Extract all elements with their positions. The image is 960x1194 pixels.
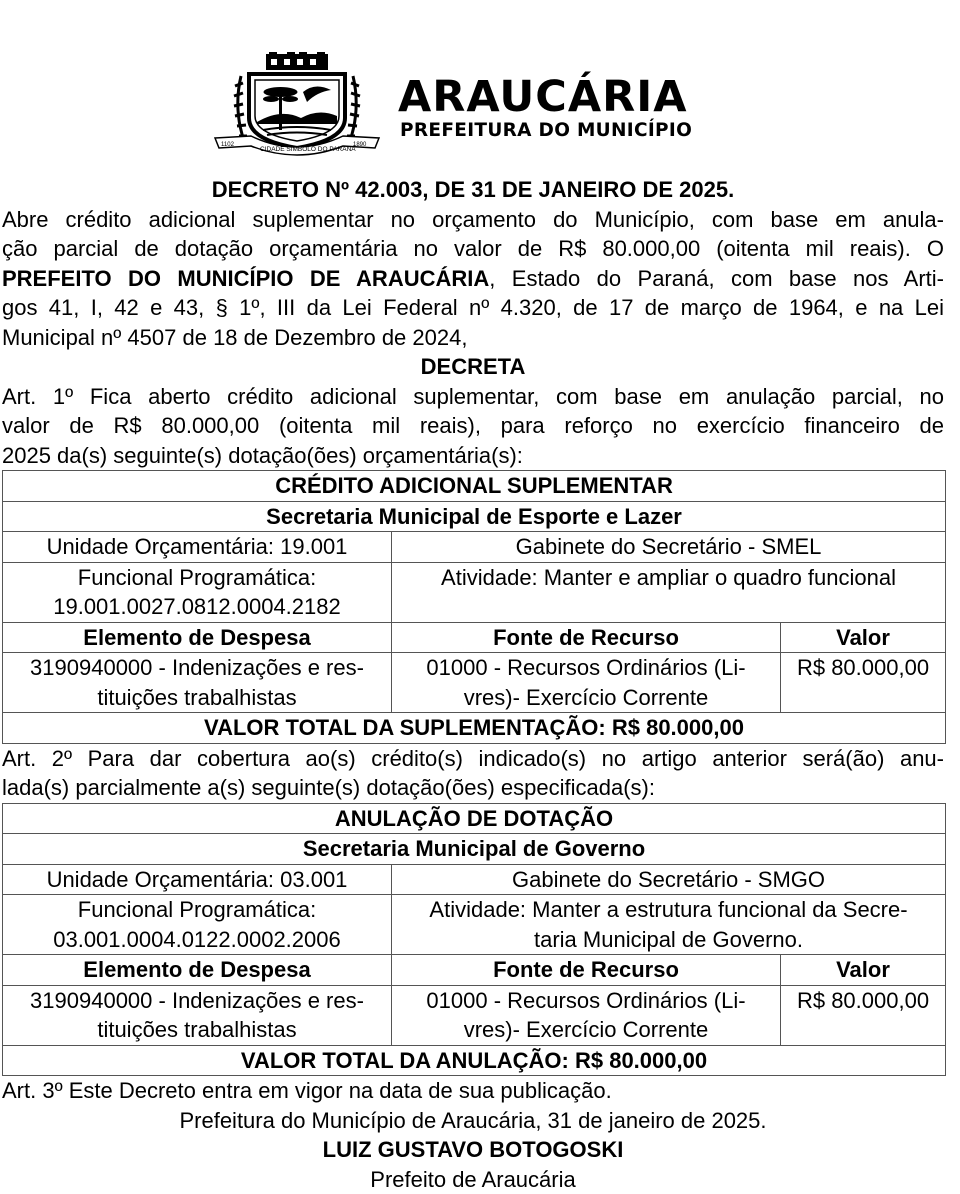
- crest-motto: CIDADE SÍMBOLO DO PARANÁ: [260, 144, 356, 153]
- gabinete: Gabinete do Secretário - SMEL: [392, 532, 946, 563]
- funcional-programatica: [3, 895, 392, 955]
- header-elemento: Elemento de Despesa: [3, 622, 392, 653]
- table-title: CRÉDITO ADICIONAL SUPLEMENTAR: [3, 471, 946, 502]
- header-valor: Valor: [781, 622, 946, 653]
- header-fonte: Fonte de Recurso: [392, 622, 781, 653]
- unidade-orcamentaria: Unidade Orçamentária: 03.001: [3, 864, 392, 895]
- intro-line: gos 41, I, 42 e 43, § 1º, III da Lei Federal nº 4.320, de 17 de março de 1964, e na Lei: [2, 293, 944, 323]
- atividade: [392, 895, 946, 955]
- intro-paragraph: [2, 205, 944, 353]
- intro-line: ção parcial de dotação orçamentária no valor de R$ 80.000,00 (oitenta mil reais). O: [2, 234, 944, 264]
- funcional-label: Funcional Programática:: [6, 563, 388, 593]
- valor: R$ 80.000,00: [781, 653, 946, 713]
- unidade-orcamentaria: Unidade Orçamentária: 19.001: [3, 532, 392, 563]
- header-elemento: Elemento de Despesa: [3, 955, 392, 986]
- fonte-line: 01000 - Recursos Ordinários (Li-: [395, 986, 777, 1016]
- header-valor: Valor: [781, 955, 946, 986]
- fonte-line: vres)- Exercício Corrente: [395, 1015, 777, 1045]
- funcional-code: 19.001.0027.0812.0004.2182: [6, 592, 388, 622]
- intro-line: Abre crédito adicional suplementar no orçamento do Município, com base em anula-: [2, 205, 944, 235]
- funcional-label: Funcional Programática:: [6, 895, 388, 925]
- article-line: Art. 2º Para dar cobertura ao(s) crédito(s) indicado(s) no artigo anterior será(ão) anu-: [2, 744, 944, 774]
- intro-line: Municipal nº 4507 de 18 de Dezembro de 2024,: [2, 323, 944, 353]
- header-fonte: Fonte de Recurso: [392, 955, 781, 986]
- article-line: lada(s) parcialmente a(s) seguinte(s) dotação(ões) especificada(s):: [2, 773, 944, 803]
- article-line: valor de R$ 80.000,00 (oitenta mil reais), para reforço no exercício financeiro de: [2, 411, 944, 441]
- elemento-line: 3190940000 - Indenizações e res-: [6, 653, 388, 683]
- decree-title: DECRETO Nº 42.003, DE 31 DE JANEIRO DE 2025.: [2, 175, 944, 205]
- secretaria-name: Secretaria Municipal de Esporte e Lazer: [3, 501, 946, 532]
- table-title: ANULAÇÃO DE DOTAÇÃO: [3, 803, 946, 834]
- article-3: Art. 3º Este Decreto entra em vigor na data de sua publicação.: [2, 1076, 944, 1106]
- letterhead: [0, 52, 960, 162]
- atividade-line: Atividade: Manter e ampliar o quadro funcional: [395, 563, 942, 593]
- secretaria-name: Secretaria Municipal de Governo: [3, 834, 946, 865]
- funcional-code: 03.001.0004.0122.0002.2006: [6, 925, 388, 955]
- atividade-line: Atividade: Manter a estrutura funcional da Secre-: [395, 895, 942, 925]
- signer-name: LUIZ GUSTAVO BOTOGOSKI: [2, 1135, 944, 1165]
- supplementary-credit-table: [2, 470, 946, 744]
- fonte-recurso: [392, 985, 781, 1045]
- decreta-heading: DECRETA: [2, 352, 944, 382]
- gabinete: Gabinete do Secretário - SMGO: [392, 864, 946, 895]
- article-1: [2, 382, 944, 471]
- atividade: [392, 562, 946, 622]
- valor: R$ 80.000,00: [781, 985, 946, 1045]
- elemento-line: 3190940000 - Indenizações e res-: [6, 986, 388, 1016]
- city-name: ARAUCÁRIA: [398, 74, 688, 120]
- fonte-line: vres)- Exercício Corrente: [395, 683, 777, 713]
- article-line: 2025 da(s) seguinte(s) dotação(ões) orçamentária(s):: [2, 441, 944, 471]
- place-date: Prefeitura do Município de Araucária, 31 de janeiro de 2025.: [2, 1106, 944, 1136]
- atividade-line: taria Municipal de Governo.: [395, 925, 942, 955]
- elemento-line: tituições trabalhistas: [6, 1015, 388, 1045]
- intro-line: [2, 264, 944, 294]
- funcional-programatica: [3, 562, 392, 622]
- signer-role: Prefeito de Araucária: [2, 1165, 944, 1194]
- article-2: [2, 744, 944, 803]
- crest-year-right: 1890: [353, 142, 367, 148]
- allocation-cancellation-table: [2, 803, 946, 1077]
- elemento-despesa: [3, 985, 392, 1045]
- crest-year-left: 1102: [221, 142, 235, 148]
- elemento-line: tituições trabalhistas: [6, 683, 388, 713]
- decree-body: [2, 175, 944, 1194]
- fonte-line: 01000 - Recursos Ordinários (Li-: [395, 653, 777, 683]
- coat-of-arms-icon: [211, 52, 383, 156]
- table-total: VALOR TOTAL DA SUPLEMENTAÇÃO: R$ 80.000,00: [3, 713, 946, 744]
- intro-line-rest: , Estado do Paraná, com base nos Arti-: [489, 266, 944, 291]
- fonte-recurso: [392, 653, 781, 713]
- article-line: Art. 1º Fica aberto crédito adicional suplementar, com base em anulação parcial, no: [2, 382, 944, 412]
- mayor-title: PREFEITO DO MUNICÍPIO DE ARAUCÁRIA: [2, 266, 489, 291]
- elemento-despesa: [3, 653, 392, 713]
- city-subtitle: PREFEITURA DO MUNICÍPIO: [400, 120, 692, 142]
- table-total: VALOR TOTAL DA ANULAÇÃO: R$ 80.000,00: [3, 1045, 946, 1076]
